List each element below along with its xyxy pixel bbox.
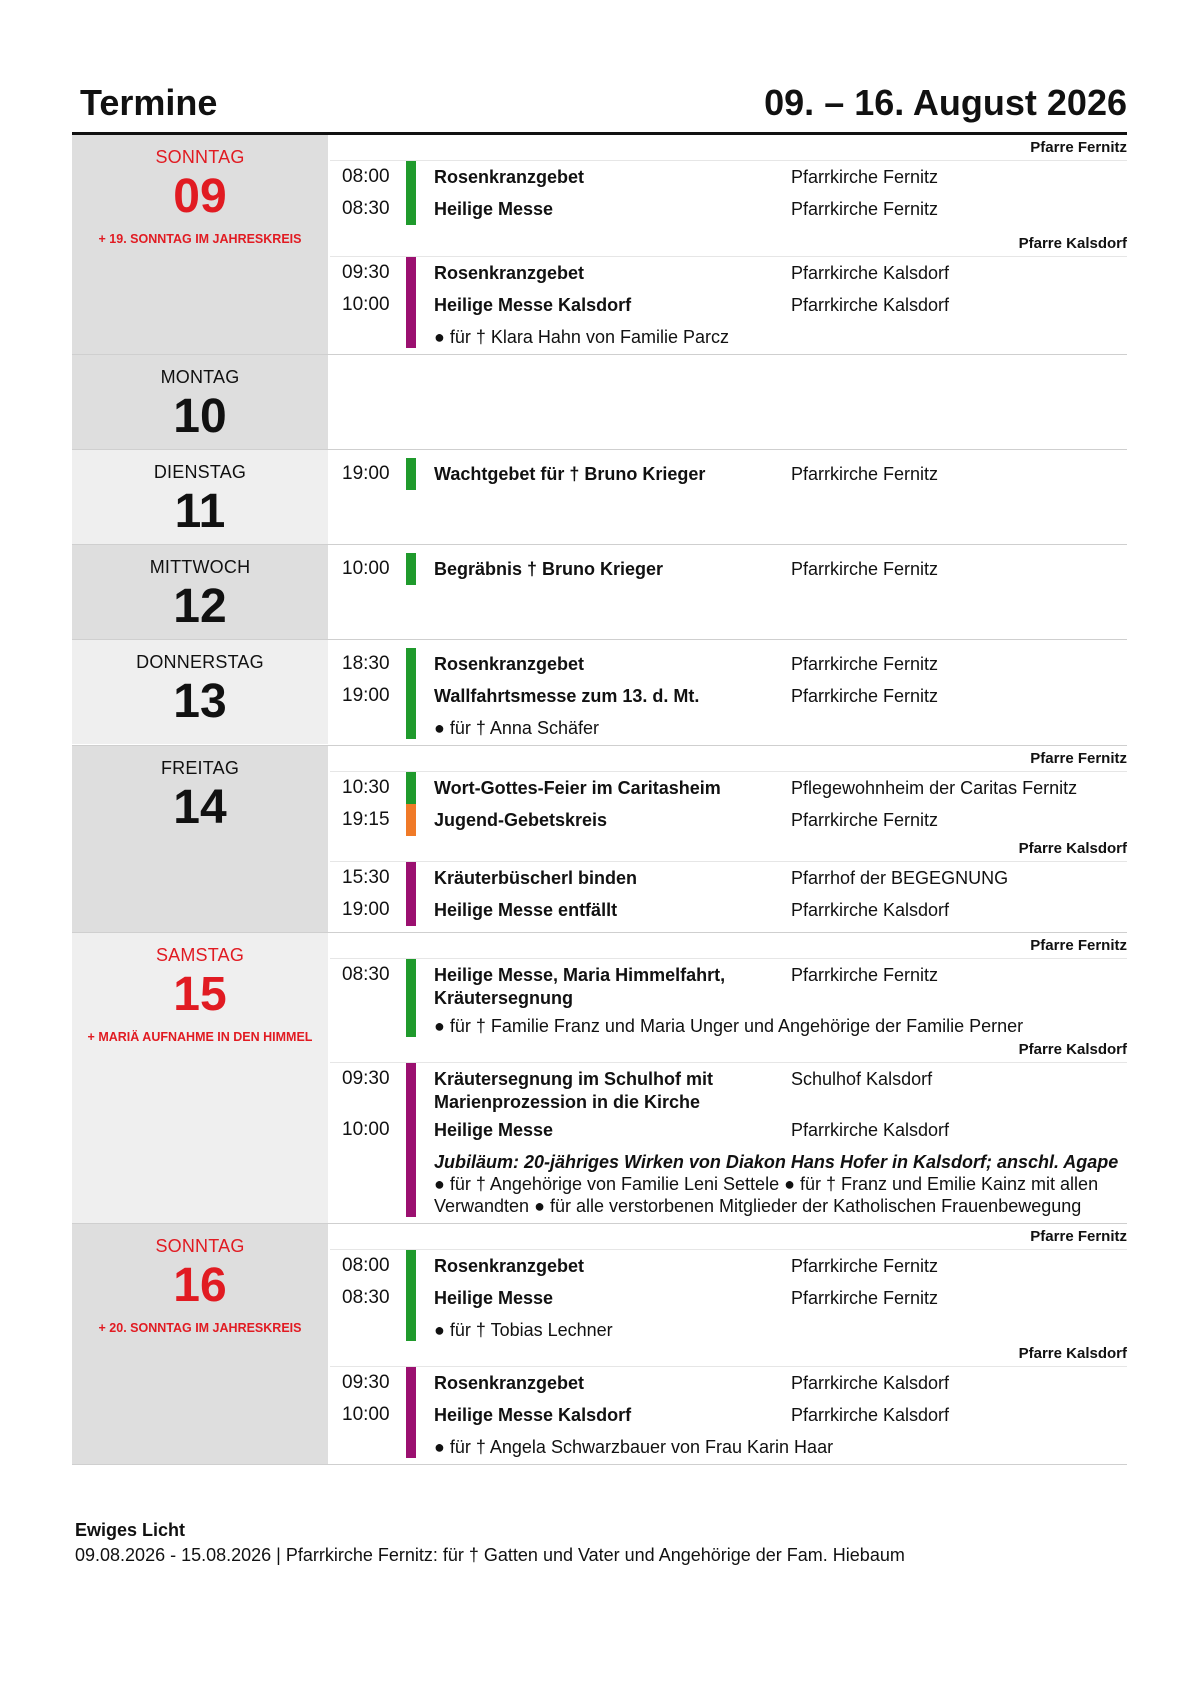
bar-segment [406, 553, 416, 585]
event-title: Begräbnis † Bruno Krieger [434, 559, 664, 579]
day-events [328, 135, 1127, 354]
bar-segment [406, 1250, 416, 1341]
event-title: Heilige Messe Kalsdorf [434, 295, 632, 315]
time-column [330, 458, 406, 490]
day-10 [72, 355, 1127, 450]
event-block [330, 1250, 1127, 1341]
parish-header: Pfarre Fernitz [330, 746, 1127, 772]
event-time: 19:15 [342, 809, 390, 830]
day-events [328, 450, 1127, 544]
event-time: 08:30 [342, 198, 390, 219]
time-column [330, 772, 406, 836]
event-location: Pfarrkirche Fernitz [791, 1256, 939, 1276]
event-row [434, 772, 1127, 804]
event-location: Pfarrkirche Fernitz [791, 559, 939, 579]
bar-segment [406, 862, 416, 926]
color-bar [406, 257, 416, 348]
intention-note: ● für † Tobias Lechner [434, 1320, 613, 1340]
event-row [434, 680, 1127, 712]
event-time: 09:30 [342, 1372, 390, 1393]
weekday: MONTAG [160, 367, 240, 387]
weekday: FREITAG [160, 758, 240, 778]
event-block [330, 553, 1127, 585]
day-events [328, 355, 1127, 449]
event-row [434, 257, 1127, 289]
parish-header: Pfarre Kalsdorf [330, 1037, 1127, 1063]
section-title: Ewiges Licht [75, 1520, 186, 1540]
intention-note: ● für † Angehörige von Familie Leni Settele ● für † Franz und Emilie Kainz mit allen Verwandten ● für alle verstorbenen Mitglieder der Katholischen Frauenbewegung [434, 1174, 1099, 1216]
day-11 [72, 450, 1127, 545]
event-time: 15:30 [342, 867, 390, 888]
event-block [330, 161, 1127, 225]
event-block [330, 862, 1127, 926]
event-row [434, 1114, 1127, 1146]
event-title: Wallfahrtsmesse zum 13. d. Mt. [434, 686, 700, 706]
event-row [434, 1063, 1127, 1114]
event-row [434, 862, 1127, 894]
event-row [434, 804, 1127, 836]
event-row [434, 959, 1127, 1010]
calendar-page [72, 78, 1127, 1465]
event-time: 18:30 [342, 653, 390, 674]
parish-header: Pfarre Kalsdorf [330, 836, 1127, 862]
intention-note: ● für † Klara Hahn von Familie Parcz [434, 327, 729, 347]
bar-segment [406, 772, 416, 804]
weekday: SAMSTAG [155, 945, 245, 965]
day-14 [72, 746, 1127, 933]
event-time: 10:30 [342, 777, 390, 798]
event-row [434, 894, 1127, 926]
day-label [72, 1224, 328, 1464]
feast-label: + MARIÄ AUFNAHME IN DEN HIMMEL [87, 1030, 313, 1044]
event-block [330, 648, 1127, 739]
event-location: Pfarrkirche Fernitz [791, 167, 939, 187]
time-column [330, 1367, 406, 1458]
event-row [434, 1367, 1127, 1399]
event-location: Pfarrkirche Kalsdorf [791, 900, 950, 920]
day-events [328, 545, 1127, 639]
day-12 [72, 545, 1127, 640]
weekday: DONNERSTAG [136, 652, 264, 672]
intention-note: ● für † Angela Schwarzbauer von Frau Karin Haar [434, 1437, 834, 1457]
event-time: 10:00 [342, 294, 390, 315]
day-number: 16 [173, 1259, 227, 1312]
event-row [434, 648, 1127, 680]
event-row [434, 553, 1127, 585]
event-title: Heilige Messe [434, 1120, 554, 1140]
event-block [330, 458, 1127, 490]
event-row [434, 1282, 1127, 1314]
weekday: SONNTAG [155, 147, 245, 167]
time-column [330, 959, 406, 1037]
event-row [434, 289, 1127, 321]
bar-segment [406, 1367, 416, 1458]
day-label [72, 746, 328, 932]
weekday: SONNTAG [155, 1236, 245, 1256]
day-events [328, 1224, 1127, 1464]
event-time: 19:00 [342, 685, 390, 706]
event-time: 09:30 [342, 1068, 390, 1089]
event-time: 10:00 [342, 1404, 390, 1425]
event-location: Pfarrkirche Fernitz [791, 965, 939, 985]
section-text: 09.08.2026 - 15.08.2026 | Pfarrkirche Fernitz: für † Gatten und Vater und Angehörige der Fam. Hiebaum [75, 1545, 905, 1565]
parish-header: Pfarre Kalsdorf [330, 1341, 1127, 1367]
time-column [330, 257, 406, 348]
event-title: Kräuterbüscherl binden [434, 868, 638, 888]
event-title: Jugend-Gebetskreis [434, 810, 608, 830]
event-title: Heilige Messe Kalsdorf [434, 1405, 632, 1425]
event-time: 19:00 [342, 899, 390, 920]
event-location: Pflegewohnheim der Caritas Fernitz [791, 778, 1078, 798]
color-bar [406, 1063, 416, 1217]
event-title: Rosenkranzgebet [434, 654, 585, 674]
time-column [330, 161, 406, 225]
time-column [330, 1063, 406, 1217]
day-label [72, 933, 328, 1223]
event-location: Pfarrkirche Fernitz [791, 199, 939, 219]
day-label [72, 135, 328, 354]
day-label [72, 640, 328, 744]
day-events [328, 640, 1127, 745]
time-column [330, 1250, 406, 1341]
event-time: 08:00 [342, 1255, 390, 1276]
event-location: Pfarrkirche Fernitz [791, 464, 939, 484]
event-location: Schulhof Kalsdorf [791, 1069, 933, 1089]
day-label [72, 355, 328, 449]
color-bar [406, 161, 416, 225]
event-location: Pfarrkirche Fernitz [791, 686, 939, 706]
eternal-light-section [75, 1520, 1125, 1566]
bar-segment [406, 1063, 416, 1217]
event-time: 10:00 [342, 558, 390, 579]
jubilee-note: Jubiläum: 20-jähriges Wirken von Diakon Hans Hofer in Kalsdorf; anschl. Agape [434, 1152, 1119, 1172]
event-block [330, 257, 1127, 348]
weekday: MITTWOCH [149, 557, 251, 577]
event-row [434, 1250, 1127, 1282]
event-block [330, 1367, 1127, 1458]
event-location: Pfarrkirche Fernitz [791, 810, 939, 830]
event-title: Heilige Messe entfällt [434, 900, 618, 920]
event-location: Pfarrkirche Kalsdorf [791, 1373, 950, 1393]
intention-note: ● für † Familie Franz und Maria Unger und Angehörige der Familie Perner [434, 1016, 1024, 1036]
day-events [328, 746, 1127, 932]
bar-segment [406, 648, 416, 739]
event-row [434, 458, 1127, 490]
event-title: Wachtgebet für † Bruno Krieger [434, 464, 706, 484]
event-row [434, 1399, 1127, 1431]
day-16 [72, 1224, 1127, 1465]
header [72, 78, 1127, 135]
event-title: Heilige Messe, Maria Himmelfahrt, Kräutersegnung [434, 965, 726, 1008]
event-time: 10:00 [342, 1119, 390, 1140]
event-block [330, 959, 1127, 1037]
event-row [434, 161, 1127, 193]
event-time: 08:30 [342, 964, 390, 985]
color-bar [406, 862, 416, 926]
day-09 [72, 135, 1127, 355]
bar-segment [406, 458, 416, 490]
event-location: Pfarrkirche Kalsdorf [791, 1120, 950, 1140]
parish-header: Pfarre Fernitz [330, 135, 1127, 161]
event-location: Pfarrkirche Kalsdorf [791, 295, 950, 315]
event-title: Kräutersegnung im Schulhof mit Marienprozession in die Kirche [434, 1069, 714, 1112]
event-title: Rosenkranzgebet [434, 1256, 585, 1276]
weekday: DIENSTAG [153, 462, 247, 482]
color-bar [406, 553, 416, 585]
event-time: 09:30 [342, 262, 390, 283]
color-bar [406, 458, 416, 490]
event-location: Pfarrkirche Fernitz [791, 1288, 939, 1308]
color-bar [406, 1250, 416, 1341]
day-number: 11 [174, 485, 226, 538]
page-title: Termine [80, 82, 218, 123]
color-bar [406, 1367, 416, 1458]
event-location: Pfarrkirche Fernitz [791, 654, 939, 674]
event-title: Wort-Gottes-Feier im Caritasheim [434, 778, 721, 798]
color-bar [406, 648, 416, 739]
event-title: Rosenkranzgebet [434, 167, 585, 187]
day-label [72, 545, 328, 639]
day-number: 15 [173, 968, 227, 1021]
parish-header: Pfarre Fernitz [330, 933, 1127, 959]
day-number: 10 [173, 390, 227, 443]
feast-label: + 19. SONNTAG IM JAHRESKREIS [98, 232, 302, 246]
event-row [434, 193, 1127, 225]
event-location: Pfarrhof der BEGEGNUNG [791, 868, 1009, 888]
time-column [330, 553, 406, 585]
event-title: Heilige Messe [434, 199, 554, 219]
event-block [330, 772, 1127, 836]
parish-header: Pfarre Fernitz [330, 1224, 1127, 1250]
color-bar [406, 772, 416, 836]
intention-note: ● für † Anna Schäfer [434, 718, 599, 738]
time-column [330, 862, 406, 926]
day-number: 13 [173, 675, 227, 728]
event-title: Rosenkranzgebet [434, 1373, 585, 1393]
event-time: 19:00 [342, 463, 390, 484]
bar-segment [406, 959, 416, 1037]
time-column [330, 648, 406, 739]
bar-segment [406, 161, 416, 225]
event-location: Pfarrkirche Kalsdorf [791, 1405, 950, 1425]
event-title: Heilige Messe [434, 1288, 554, 1308]
day-number: 12 [173, 580, 227, 633]
day-events [328, 933, 1127, 1223]
event-title: Rosenkranzgebet [434, 263, 585, 283]
day-13 [72, 640, 1127, 746]
event-time: 08:30 [342, 1287, 390, 1308]
date-range: 09. – 16. August 2026 [764, 82, 1127, 123]
bar-segment [406, 804, 416, 836]
event-time: 08:00 [342, 166, 390, 187]
day-number: 09 [173, 170, 227, 223]
day-15 [72, 933, 1127, 1224]
day-number: 14 [173, 781, 227, 834]
bar-segment [406, 257, 416, 348]
feast-label: + 20. SONNTAG IM JAHRESKREIS [98, 1321, 302, 1335]
color-bar [406, 959, 416, 1037]
event-block [330, 1063, 1127, 1217]
event-location: Pfarrkirche Kalsdorf [791, 263, 950, 283]
day-label [72, 450, 328, 544]
parish-header: Pfarre Kalsdorf [330, 231, 1127, 257]
